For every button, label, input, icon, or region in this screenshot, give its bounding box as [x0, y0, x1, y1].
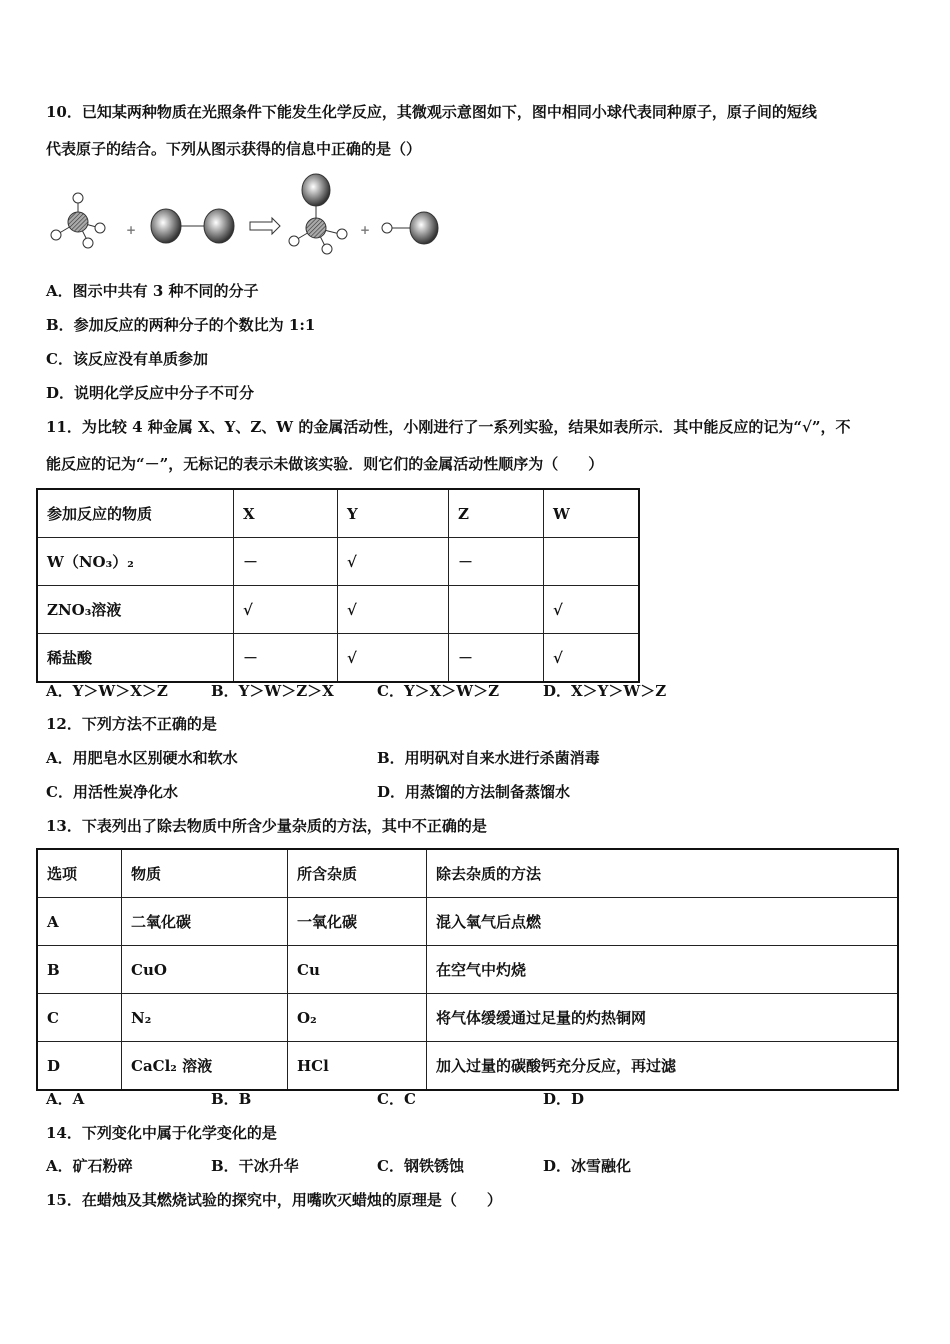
cell: 稀盐酸: [37, 634, 234, 683]
cell: A: [37, 898, 122, 946]
q12-option-a[interactable]: A．用肥皂水区别硬水和软水: [46, 749, 238, 767]
q10-option-d[interactable]: D．说明化学反应中分子不可分: [46, 384, 255, 402]
svg-text:+: +: [126, 223, 137, 237]
cell: √: [544, 586, 640, 634]
cell: [449, 586, 544, 634]
q13-option-d[interactable]: D．D: [543, 1090, 585, 1108]
q13-option-a[interactable]: A．A: [46, 1090, 85, 1108]
header-cell: Z: [449, 489, 544, 538]
q14-option-c[interactable]: C．钢铁锈蚀: [377, 1157, 464, 1175]
cell: √: [338, 538, 449, 586]
header-cell: X: [234, 489, 338, 538]
cell: Cu: [288, 946, 427, 994]
cell: D: [37, 1042, 122, 1091]
metal-activity-table: [36, 488, 640, 683]
q12-stem: 12．下列方法不正确的是: [46, 715, 217, 733]
q10-option-b[interactable]: B．参加反应的两种分子的个数比为 1:1: [46, 316, 316, 334]
q11-option-d[interactable]: D．X＞Y＞W＞Z: [543, 682, 667, 700]
cell: √: [338, 634, 449, 683]
table-row: [37, 634, 639, 683]
cell: CaCl₂ 溶液: [122, 1042, 288, 1091]
cell: C: [37, 994, 122, 1042]
cell: √: [544, 634, 640, 683]
q15-stem: 15．在蜡烛及其燃烧试验的探究中，用嘴吹灭蜡烛的原理是（ ）: [46, 1191, 502, 1209]
q10-option-c[interactable]: C．该反应没有单质参加: [46, 350, 208, 368]
cell: [544, 538, 640, 586]
q14-option-b[interactable]: B．干冰升华: [211, 1157, 299, 1175]
q10-stem-line2: 代表原子的结合。下列从图示获得的信息中正确的是（）: [46, 140, 422, 158]
cell: HCl: [288, 1042, 427, 1091]
table-row: [37, 538, 639, 586]
table-header-row: [37, 849, 898, 898]
cell: －: [449, 634, 544, 683]
table-row: [37, 586, 639, 634]
cell: －: [234, 538, 338, 586]
q11-option-b[interactable]: B．Y＞W＞Z＞X: [211, 682, 334, 700]
cell: 一氧化碳: [288, 898, 427, 946]
header-cell: 选项: [37, 849, 122, 898]
q12-option-c[interactable]: C．用活性炭净化水: [46, 783, 178, 801]
molecule-reaction-diagram: [44, 172, 444, 262]
q10-stem-line1: 10．已知某两种物质在光照条件下能发生化学反应，其微观示意图如下，图中相同小球代表同种原子，原子间的短线: [46, 103, 817, 121]
q14-stem: 14．下列变化中属于化学变化的是: [46, 1124, 277, 1142]
cell: CuO: [122, 946, 288, 994]
cell: －: [234, 634, 338, 683]
cell: B: [37, 946, 122, 994]
q11-option-c[interactable]: C．Y＞X＞W＞Z: [377, 682, 500, 700]
cell: 二氧化碳: [122, 898, 288, 946]
q13-stem: 13．下表列出了除去物质中所含少量杂质的方法，其中不正确的是: [46, 817, 487, 835]
cell: N₂: [122, 994, 288, 1042]
cell: √: [234, 586, 338, 634]
header-cell: 物质: [122, 849, 288, 898]
table-row: [37, 1042, 898, 1091]
table-row: [37, 898, 898, 946]
svg-text:+: +: [360, 223, 371, 237]
cell: －: [449, 538, 544, 586]
header-cell: W: [544, 489, 640, 538]
table-row: [37, 994, 898, 1042]
q11-stem-line2: 能反应的记为“－”，无标记的表示未做该实验．则它们的金属活动性顺序为（ ）: [46, 455, 604, 473]
cell: W（NO₃）₂: [37, 538, 234, 586]
cell: 在空气中灼烧: [427, 946, 899, 994]
q11-option-a[interactable]: A．Y＞W＞X＞Z: [46, 682, 168, 700]
q14-option-a[interactable]: A．矿石粉碎: [46, 1157, 133, 1175]
q11-stem-line1: 11．为比较 4 种金属 X、Y、Z、W 的金属活动性，小刚进行了一系列实验，结果如表所示．其中能反应的记为“√”，不: [46, 418, 851, 436]
table-header-row: [37, 489, 639, 538]
q13-option-b[interactable]: B．B: [211, 1090, 252, 1108]
q14-option-d[interactable]: D．冰雪融化: [543, 1157, 632, 1175]
cell: √: [338, 586, 449, 634]
q10-option-a[interactable]: A．图示中共有 3 种不同的分子: [46, 282, 259, 300]
cell: O₂: [288, 994, 427, 1042]
table-row: [37, 946, 898, 994]
q13-option-c[interactable]: C．C: [377, 1090, 416, 1108]
impurity-removal-table: [36, 848, 899, 1091]
cell: 加入过量的碳酸钙充分反应，再过滤: [427, 1042, 899, 1091]
cell: ZNO₃溶液: [37, 586, 234, 634]
cell: 混入氧气后点燃: [427, 898, 899, 946]
header-cell: 参加反应的物质: [37, 489, 234, 538]
cell: 将气体缓缓通过足量的灼热铜网: [427, 994, 899, 1042]
header-cell: 除去杂质的方法: [427, 849, 899, 898]
q12-option-d[interactable]: D．用蒸馏的方法制备蒸馏水: [377, 783, 571, 801]
header-cell: Y: [338, 489, 449, 538]
header-cell: 所含杂质: [288, 849, 427, 898]
q12-option-b[interactable]: B．用明矾对自来水进行杀菌消毒: [377, 749, 600, 767]
